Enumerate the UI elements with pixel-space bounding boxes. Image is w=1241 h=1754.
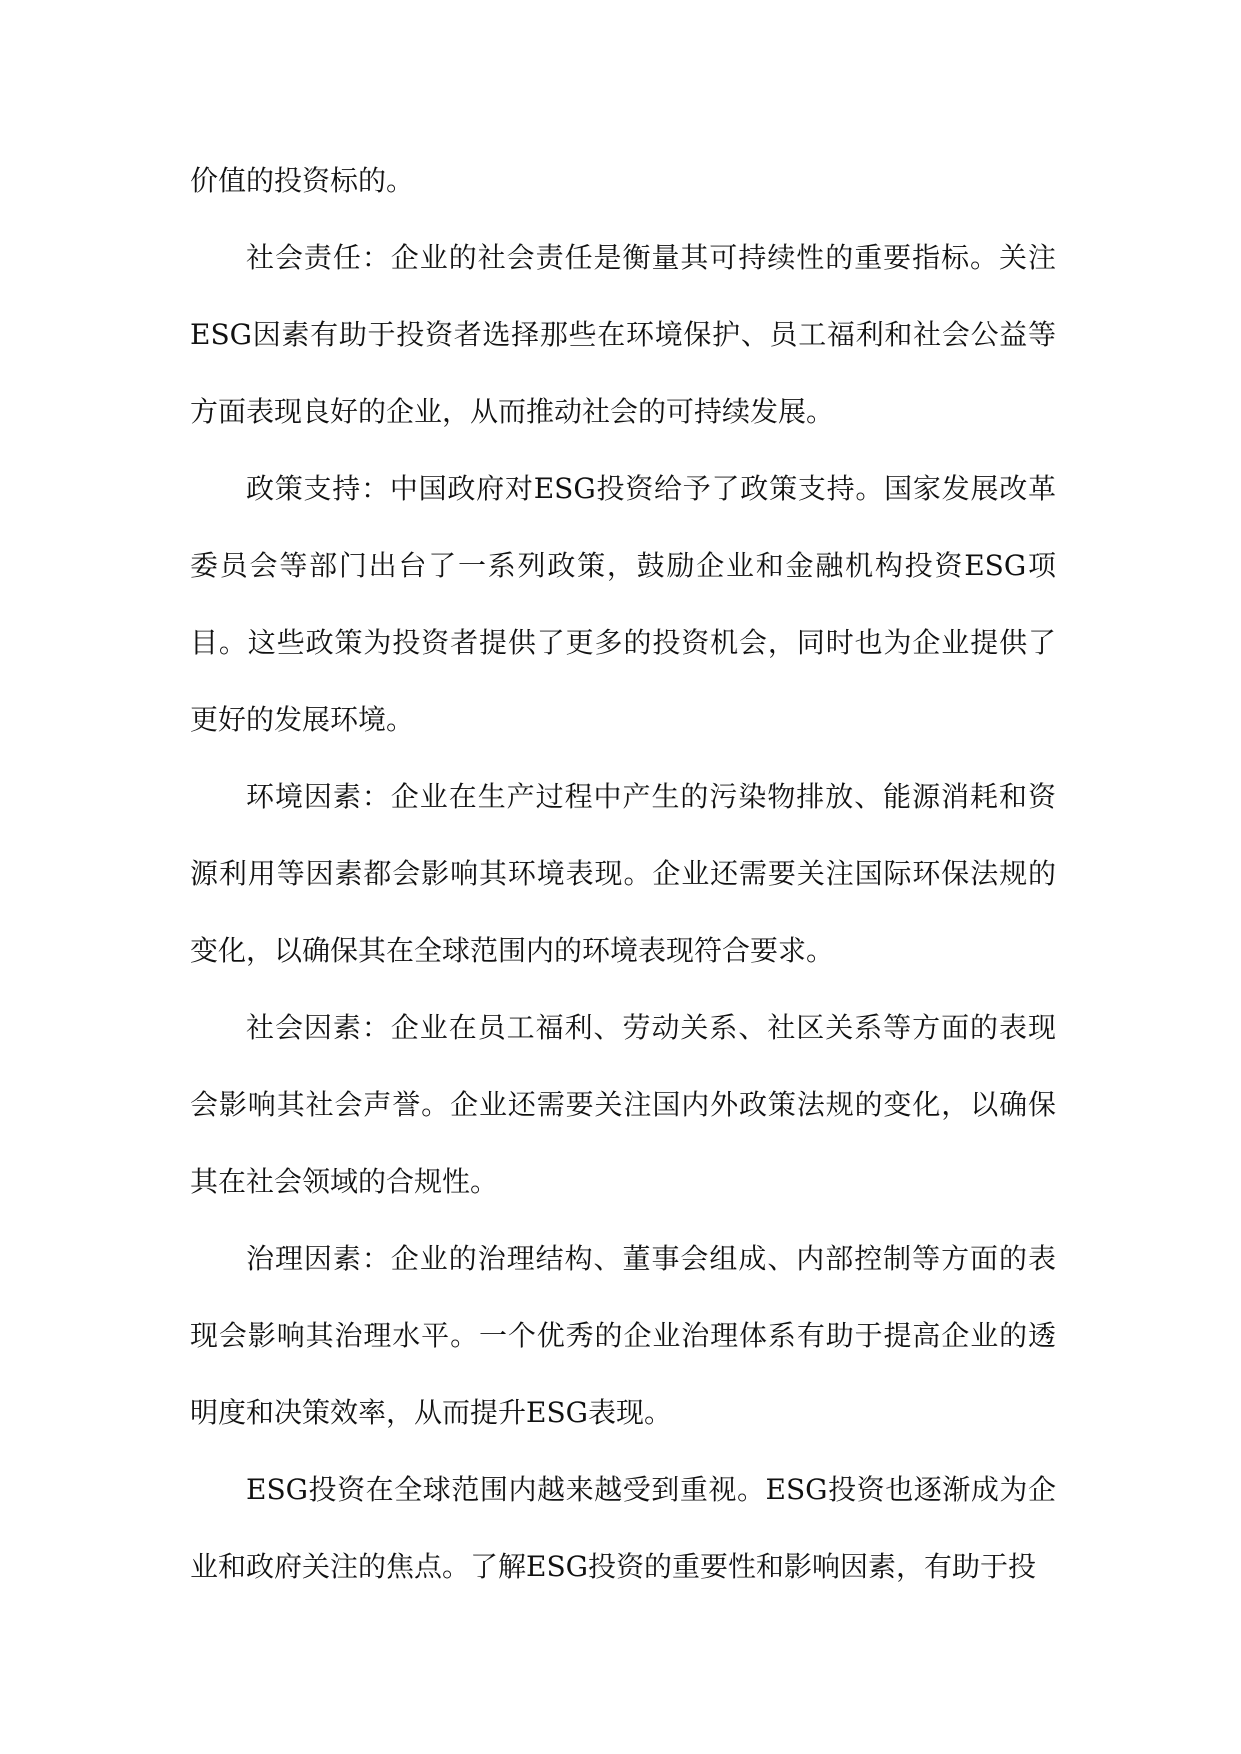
paragraph-social-responsibility: 社会责任：企业的社会责任是衡量其可持续性的重要指标。关注ESG因素有助于投资者选择那些在环境保护、员工福利和社会公益等方面表现良好的企业，从而推动社会的可持续发展。 <box>190 241 1056 428</box>
paragraph-governance-factors: 治理因素：企业的治理结构、董事会组成、内部控制等方面的表现会影响其治理水平。一个优秀的企业治理体系有助于提高企业的透明度和决策效率，从而提升ESG表现。 <box>190 1242 1056 1429</box>
paragraph-continuation: 价值的投资标的。 <box>190 164 415 197</box>
paragraph-social-factors: 社会因素：企业在员工福利、劳动关系、社区关系等方面的表现会影响其社会声誉。企业还需要关注国内外政策法规的变化，以确保其在社会领域的合规性。 <box>190 1011 1056 1198</box>
paragraph-policy-support: 政策支持：中国政府对ESG投资给予了政策支持。国家发展改革委员会等部门出台了一系列政策，鼓励企业和金融机构投资ESG项目。这些政策为投资者提供了更多的投资机会，同时也为企业提供了更好的发展环境。 <box>190 472 1056 736</box>
paragraph-esg-investment: ESG投资在全球范围内越来越受到重视。ESG投资也逐渐成为企业和政府关注的焦点。了解ESG投资的重要性和影响因素，有助于投 <box>190 1473 1056 1583</box>
paragraph-environmental-factors: 环境因素：企业在生产过程中产生的污染物排放、能源消耗和资源利用等因素都会影响其环境表现。企业还需要关注国际环保法规的变化，以确保其在全球范围内的环境表现符合要求。 <box>190 780 1056 967</box>
document-body <box>190 142 1056 1605</box>
